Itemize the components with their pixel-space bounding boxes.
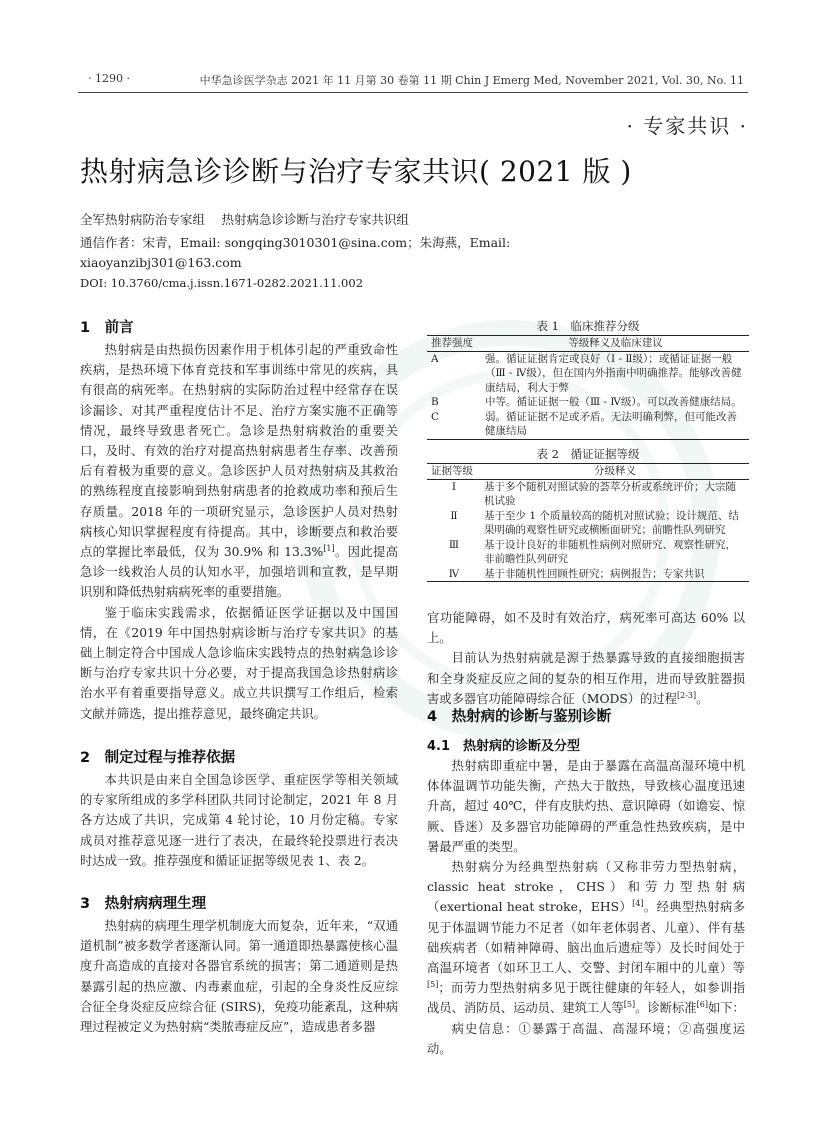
table-cell: A — [431, 352, 439, 365]
table-1 — [427, 335, 749, 440]
citation: [5] — [427, 980, 439, 990]
paragraph: 病史信息：①暴露于高温、高湿环境；②高强度运动。 — [427, 1021, 745, 1056]
paragraph — [427, 857, 745, 1019]
paragraph: 本共识是由来自全国急诊医学、重症医学等相关领域的专家所组成的多学科团队共同讨论制定，2021 年 8 月各方达成了共识，完成第 4 轮讨论，10 月份定稿。专家成员对推荐意见逐一进行了表决，在最终轮投票进行表决时达成一致。推荐强度和循证证据等级见表 1、表 2。 — [80, 773, 398, 868]
correspondence: 通信作者：宋青，Email: songqing3010301@sina.com；朱海燕，Email: — [80, 235, 511, 250]
section-2-body — [80, 770, 398, 871]
table-1-caption: 表 1 临床推荐分级 — [536, 319, 640, 333]
table-row — [427, 479, 749, 509]
journal-header: 中华急诊医学杂志 2021 年 11 月第 30 卷第 11 期 Chin J Emerg Med, November 2021, Vol. 30, No. 11 — [199, 74, 744, 87]
table-cell: Ⅳ — [427, 567, 481, 582]
section-tag: · 专家共识 · — [626, 114, 748, 138]
table-row — [427, 351, 749, 395]
table-header: 证据等级 — [427, 464, 481, 480]
page-number: · 1290 · — [88, 72, 130, 85]
table-header: 等级释义及临床建议 — [482, 336, 749, 352]
section-3-body — [80, 916, 398, 1037]
section-4-1-heading: 4.1 热射病的诊断及分型 — [427, 739, 581, 754]
text: 热射病分为经典型热射病（又称非劳力型热射病，classic heat stroke，CHS）和劳力型热射病（exertional heat stroke，EHS） — [427, 860, 745, 915]
citation: [1] — [323, 543, 335, 553]
text: 如下： — [707, 1001, 745, 1016]
table-cell: 弱。循证证据不足或矛盾。无法明确利弊，但可能改善健康结局 — [482, 410, 749, 440]
table-cell: 基于多个随机对照试验的荟萃分析或系统评价；大宗随机试验 — [484, 480, 736, 507]
table-cell: 基于设计良好的非随机性病例对照研究、观察性研究，非前瞻性队列研究 — [484, 538, 736, 565]
text: 。经典型热射病多见于体温调节能力不足者（如年老体弱者、儿童）、伴有基础疾病者（如精神障碍、脑出血后遗症等）及长时间处于高温环境者（如环卫工人、交警、封闭车厢中的儿童）等 — [427, 900, 745, 976]
text: 。因此提高急诊一线救治人员的认知水平，加强培训和宣教，是早期识别和降低热射病病死率的重要措施。 — [80, 545, 398, 600]
article-title: 热射病急诊诊断与治疗专家共识( 2021 版 ) — [80, 155, 632, 188]
table-cell: 中等。循证证据一般（Ⅲ - Ⅳ级）。可以改善健康结局。 — [485, 396, 742, 408]
section-4-heading: 4 热射病的诊断与鉴别诊断 — [427, 709, 612, 725]
table-2 — [427, 463, 749, 582]
text: 。 — [696, 691, 709, 706]
table-header: 分级释义 — [481, 464, 749, 480]
table-header: 推荐强度 — [427, 336, 482, 352]
correspondence-email: xiaoyanzibj301@163.com — [80, 255, 242, 270]
table-cell: 强。循证证据肯定或良好（Ⅰ - Ⅱ级）；或循证证据一般（Ⅲ - Ⅳ级），但在国内外指南中明确推荐。能够改善健康结局，利大于弊 — [485, 352, 742, 394]
section-4-1-body — [427, 756, 745, 1059]
table-row — [427, 395, 749, 410]
table-row — [427, 509, 749, 538]
table-cell: Ⅱ — [450, 509, 458, 522]
table-cell: 基于非随机性回顾性研究；病例报告；专家共识 — [481, 567, 749, 582]
text: ；而劳力型热射病多见于既往健康的年轻人，如参训指战员、消防员、运动员、建筑工人等 — [427, 981, 745, 1016]
citation: [2-3] — [677, 690, 697, 700]
section-3-heading: 3 热射病病理生理 — [80, 896, 207, 912]
citation: [6] — [696, 1000, 708, 1010]
section-1-heading: 1 前言 — [80, 320, 134, 336]
text: 热射病是由热损伤因素作用于机体引起的严重致命性疾病，是热环境下体育竞技和军事训练中常见的疾病，具有很高的病死率。在热射病的实际防治过程中经常存在误诊漏诊、对其严重程度估计不足、治疗方案实施不正确等情况，最终导致患者死亡。急诊是热射病救治的重要关口，及时、有效的治疗对提高热射病患者生存率、改善预后有着极为重要的意义。急诊医护人员对热射病及其救治的熟练程度直接影响到热射病患者的抢救成功率和预后生存质量。2018 年的一项研究显示，急诊医护人员对热射病核心知识掌握程度有待提高。其中，诊断要点和救治要点的掌握比率最低，仅为 30.9% 和 13.3% — [80, 343, 398, 560]
citation: [4] — [632, 899, 644, 909]
table-2-caption: 表 2 循证证据等级 — [536, 447, 640, 461]
citation: [5] — [623, 1000, 636, 1010]
section-2-heading: 2 制定过程与推荐依据 — [80, 750, 236, 766]
table-row — [427, 567, 749, 582]
table-cell: 基于至少 1 个质量较高的随机对照试验；设计规范、结果明确的观察性研究或横断面研究；前瞻性队列研究 — [484, 509, 739, 536]
paragraph: 热射病的病理生理学机制庞大而复杂，近年来，“双通道机制”被多数学者逐渐认同。第一通道即热暴露使核心温度升高造成的直接对各器官系统的损害；第二通道则是热暴露引起的热应激、内毒素血症，引起的全身炎性反应综合征全身炎症反应综合征 (SIRS)，免疫功能紊乱，这种病理过程被定义为热射病“类脓毒症反应”，造成患者多器 — [80, 919, 398, 1035]
table-row — [427, 538, 749, 567]
text: 。诊断标准 — [635, 1001, 697, 1016]
doi: DOI: 10.3760/cma.j.issn.1671-0282.2021.11.002 — [80, 276, 364, 290]
table-row — [427, 410, 749, 440]
section-3-continuation — [427, 608, 745, 709]
table-cell: C — [427, 410, 482, 440]
paragraph: 官功能障碍，如不及时有效治疗，病死率可高达 60% 以上。 — [427, 611, 745, 646]
authors: 全军热射病防治专家组 热射病急诊诊断与治疗专家共识组 — [80, 212, 409, 227]
table-cell: Ⅰ — [451, 480, 457, 493]
table-cell: Ⅲ — [448, 538, 460, 551]
paragraph — [427, 648, 745, 709]
paragraph: 热射病即重症中暑，是由于暴露在高温高湿环境中机体体温调节功能失衡，产热大于散热，导致核心温度迅速升高，超过 40℃，伴有皮肤灼热、意识障碍（如谵妄、惊厥、昏迷）及多器官功能障碍的严重急性热致疾病，是中暑最严重的类型。 — [427, 759, 745, 854]
table-cell: B — [431, 396, 439, 408]
text: 目前认为热射病就是源于热暴露导致的直接细胞损害和全身炎症反应之间的复杂的相互作用，进而导致脏器损害或多器官功能障碍综合征（MODS）的过程 — [427, 651, 745, 706]
paragraph — [80, 340, 398, 603]
section-1-body — [80, 340, 398, 724]
paragraph: 鉴于临床实践需求，依据循证医学证据以及中国国情，在《2019 年中国热射病诊断与治疗专家共识》的基础上制定符合中国成人急诊临床实践特点的热射病急诊诊断与治疗专家共识十分必要，对于提高我国急诊热射病诊治水平有着重要指导意义。成立共识撰写工作组后，检索文献并筛选，提出推荐意见，最终确定共识。 — [80, 605, 398, 721]
header-rule — [78, 92, 748, 93]
